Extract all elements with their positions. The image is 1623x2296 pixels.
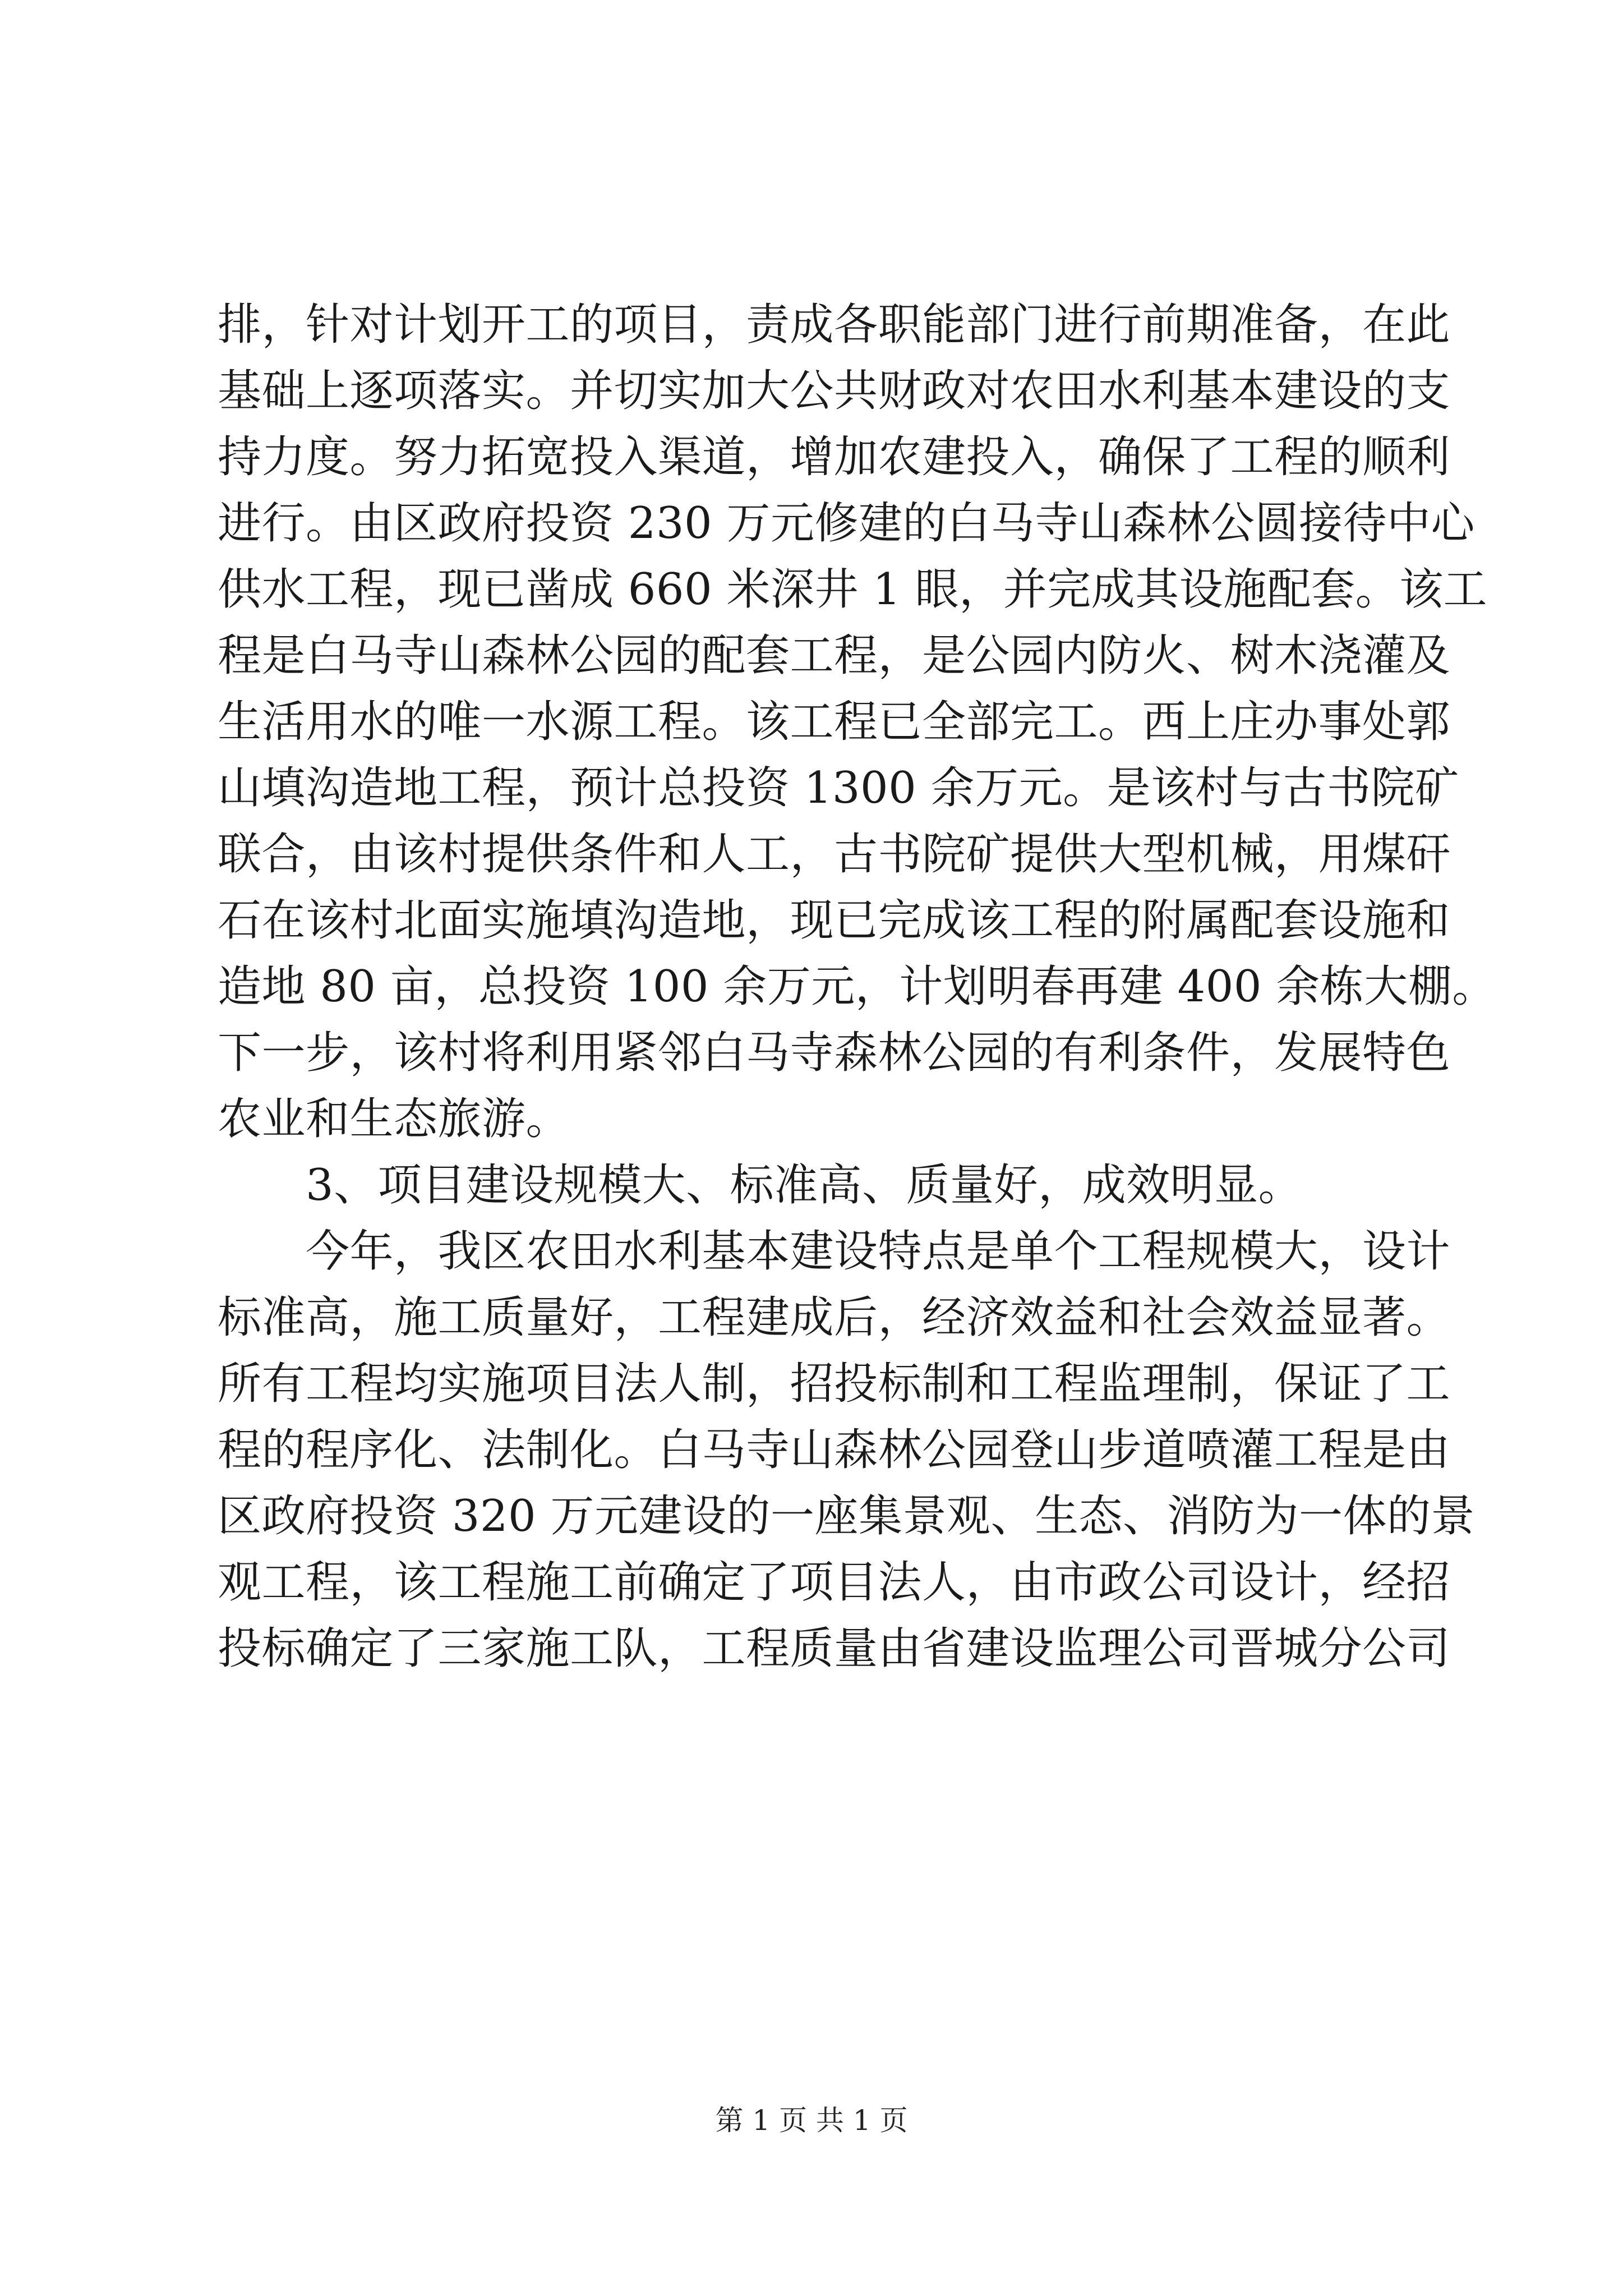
- page-number-label: 第 1 页 共 1 页: [715, 2104, 908, 2137]
- text-line: 持力度。努力拓宽投入渠道，增加农建投入，确保了工程的顺利: [218, 432, 1451, 482]
- text-line: 石在该村北面实施填沟造地，现已完成该工程的附属配套设施和: [218, 895, 1451, 946]
- section-heading-line: 3、项目建设规模大、标准高、质量好，成效明显。: [218, 1160, 1303, 1211]
- text-line: 联合，由该村提供条件和人工，古书院矿提供大型机械，用煤矸: [218, 829, 1451, 880]
- text-line: 程是白马寺山森林公园的配套工程，是公园内防火、树木浇灌及: [218, 631, 1451, 681]
- text-line: 生活用水的唯一水源工程。该工程已全部完工。西上庄办事处郭: [218, 697, 1451, 747]
- text-line: 造地 80 亩，总投资 100 余万元，计划明春再建 400 余栋大棚。: [218, 961, 1496, 1012]
- text-line: 农业和生态旅游。: [218, 1094, 570, 1144]
- text-line: 所有工程均实施项目法人制，招投标制和工程监理制，保证了工: [218, 1359, 1451, 1409]
- text-line: 山填沟造地工程，预计总投资 1300 余万元。是该村与古书院矿: [218, 763, 1459, 813]
- body-text: [218, 292, 1496, 1682]
- text-line: 供水工程，现已凿成 660 米深井 1 眼，并完成其设施配套。该工: [218, 564, 1488, 615]
- text-line: 排，针对计划开工的项目，责成各职能部门进行前期准备，在此: [218, 300, 1451, 350]
- page-footer: [0, 2101, 1623, 2140]
- text-line: 下一步，该村将利用紧邻白马寺森林公园的有利条件，发展特色: [218, 1028, 1451, 1078]
- text-line: 区政府投资 320 万元建设的一座集景观、生态、消防为一体的景: [218, 1491, 1475, 1542]
- text-line: 进行。由区政府投资 230 万元修建的白马寺山森林公圆接待中心: [218, 498, 1475, 549]
- text-line: 基础上逐项落实。并切实加大公共财政对农田水利基本建设的支: [218, 366, 1451, 416]
- text-line: 标准高，施工质量好，工程建成后，经济效益和社会效益显著。: [218, 1292, 1451, 1343]
- text-line: 观工程，该工程施工前确定了项目法人，由市政公司设计，经招: [218, 1557, 1451, 1608]
- text-line: 程的程序化、法制化。白马寺山森林公园登山步道喷灌工程是由: [218, 1425, 1451, 1475]
- text-line: 投标确定了三家施工队，工程质量由省建设监理公司晋城分公司: [218, 1623, 1451, 1674]
- text-line: 今年，我区农田水利基本建设特点是单个工程规模大，设计: [218, 1226, 1451, 1277]
